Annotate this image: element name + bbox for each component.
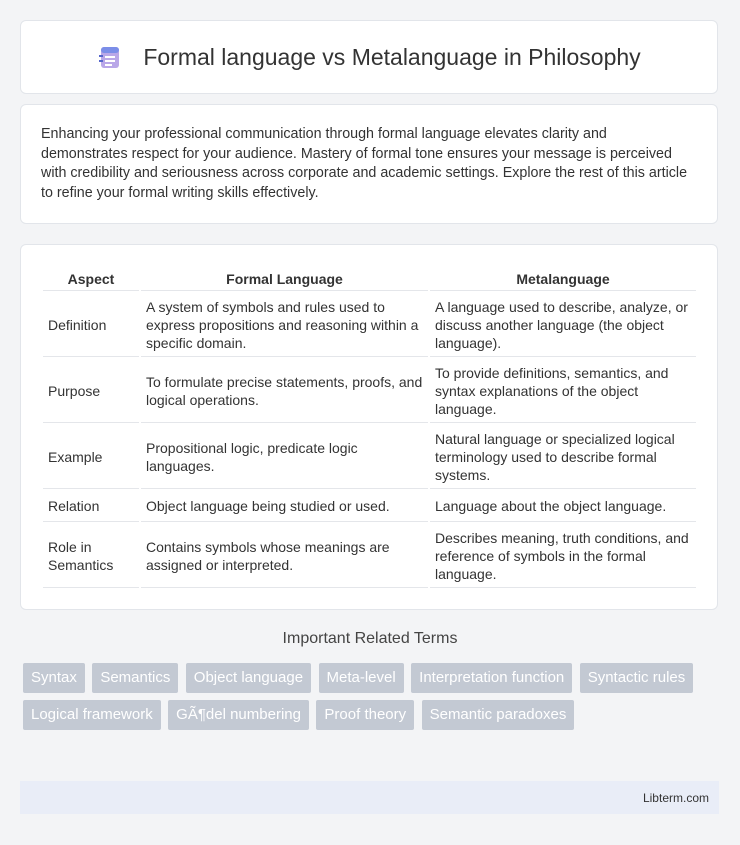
column-header-formal-language: Formal Language [141,265,428,291]
table-cell: To formulate precise statements, proofs, and logical operations. [141,359,428,423]
page-title: Formal language vs Metalanguage in Philosophy [143,43,641,70]
term-tag-interpretation-function[interactable]: Interpretation function [411,663,572,693]
table-row [43,524,696,588]
table-cell: A system of symbols and rules used to express propositions and reasoning within a specific domain. [141,293,428,357]
table-cell: Describes meaning, truth conditions, and reference of symbols in the formal language. [430,524,696,588]
term-tag-semantic-paradoxes[interactable]: Semantic paradoxes [422,700,575,730]
table-cell: Role in Semantics [43,524,139,588]
column-header-metalanguage: Metalanguage [430,265,696,291]
title-card [20,20,718,94]
table-cell: Contains symbols whose meanings are assigned or interpreted. [141,524,428,588]
table-cell: Natural language or specialized logical terminology used to describe formal systems. [430,425,696,489]
term-tag-logical-framework[interactable]: Logical framework [23,700,161,730]
term-tag-meta-level[interactable]: Meta-level [319,663,404,693]
column-header-aspect: Aspect [43,265,139,291]
table-cell: Relation [43,491,139,522]
notebook-icon [97,44,123,70]
table-cell: Definition [43,293,139,357]
table-cell: Object language being studied or used. [141,491,428,522]
table-header-row [43,265,696,291]
comparison-table [41,263,698,590]
table-row [43,293,696,357]
related-terms-list [23,663,723,737]
term-tag-semantics[interactable]: Semantics [92,663,178,693]
term-tag-object-language[interactable]: Object language [186,663,311,693]
term-tag-godel-numbering[interactable]: GÃ¶del numbering [168,700,309,730]
table-cell: Propositional logic, predicate logic languages. [141,425,428,489]
comparison-card [20,244,718,610]
footer [20,781,719,814]
table-row [43,359,696,423]
table-cell: A language used to describe, analyze, or discuss another language (the object language). [430,293,696,357]
table-cell: Example [43,425,139,489]
related-terms-title: Important Related Terms [282,630,458,647]
table-cell: Purpose [43,359,139,423]
table-cell: Language about the object language. [430,491,696,522]
term-tag-syntax[interactable]: Syntax [23,663,85,693]
table-cell: To provide definitions, semantics, and syntax explanations of the object language. [430,359,696,423]
term-tag-proof-theory[interactable]: Proof theory [316,700,414,730]
table-row [43,425,696,489]
footer-site-link[interactable]: Libterm.com [642,790,709,805]
table-row [43,491,696,522]
term-tag-syntactic-rules[interactable]: Syntactic rules [580,663,694,693]
intro-text: Enhancing your professional communication through formal language elevates clarity and demonstrates respect for your audience. Mastery of formal tone ensures your message is perceived with credibility and seriousness across corporate and academic settings. Explore the rest of this article to refine your formal writing skills effectively. [41,126,688,201]
intro-card [20,104,718,224]
